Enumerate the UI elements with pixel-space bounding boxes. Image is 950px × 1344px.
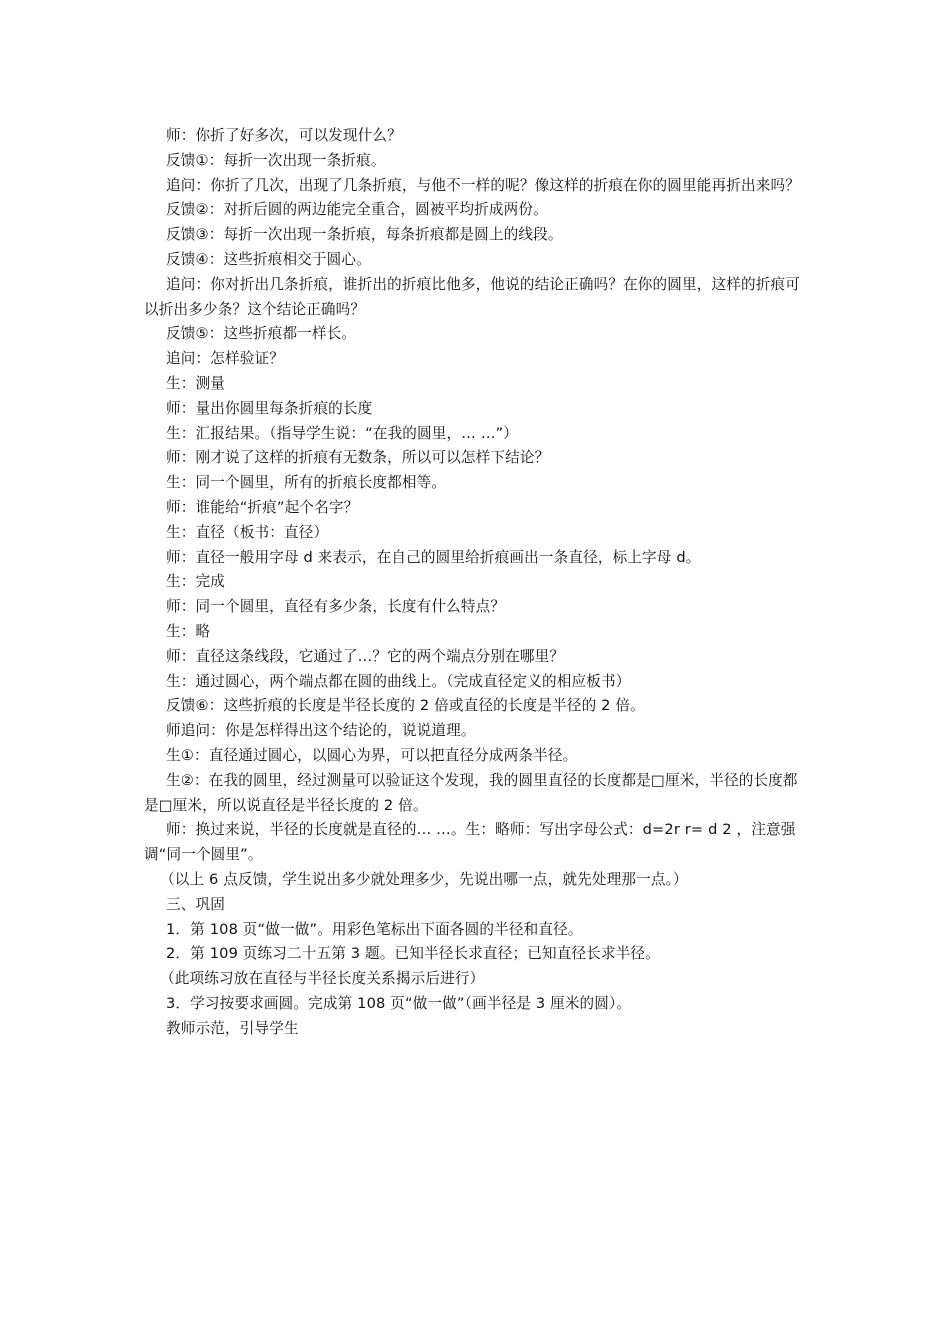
paragraph: 生：测量 bbox=[166, 374, 225, 392]
paragraph: 生：直径（板书：直径） bbox=[166, 523, 329, 541]
paragraph: 师：谁能给“折痕”起个名字？ bbox=[166, 498, 359, 516]
paragraph: 反馈③：每折一次出现一条折痕，每条折痕都是圆上的线段。 bbox=[166, 226, 563, 244]
document-body bbox=[144, 124, 809, 1041]
paragraph: 师：量出你圆里每条折痕的长度 bbox=[166, 399, 373, 417]
paragraph: 生：略 bbox=[166, 622, 211, 640]
paragraph: （以上 6 点反馈，学生说出多少就处理多少，先说出哪一点，就先处理那一点。） bbox=[160, 870, 688, 888]
paragraph: 生：完成 bbox=[166, 573, 225, 591]
exercise-note: （此项练习放在直径与半径长度关系揭示后进行） bbox=[160, 970, 485, 988]
paragraph: 生：通过圆心，两个端点都在圆的曲线上。（完成直径定义的相应板书） bbox=[166, 672, 631, 690]
section-heading: 三、巩固 bbox=[166, 895, 225, 913]
paragraph: 反馈②：对折后圆的两边能完全重合，圆被平均折成两份。 bbox=[166, 201, 548, 219]
paragraph: 师：你折了好多次，可以发现什么？ bbox=[166, 127, 402, 144]
exercise-item: 3．学习按要求画圆。完成第 108 页“做一做”（画半径是 3 厘米的圆）。 bbox=[166, 994, 632, 1012]
paragraph: 追问：你对折出几条折痕，谁折出的折痕比他多，他说的结论正确吗？在你的圆里，这样的折痕可以折出多少条？这个结论正确吗？ bbox=[144, 275, 800, 318]
exercise-item: 2．第 109 页练习二十五第 3 题。已知半径长求直径；已知直径长求半径。 bbox=[166, 945, 660, 963]
paragraph: 师：直径这条线段，它通过了…？它的两个端点分别在哪里？ bbox=[166, 647, 565, 665]
paragraph: 追问：怎样验证？ bbox=[166, 350, 284, 368]
paragraph: 生①：直径通过圆心，以圆心为界，可以把直径分成两条半径。 bbox=[166, 746, 578, 764]
paragraph: 生：同一个圆里，所有的折痕长度都相等。 bbox=[166, 474, 447, 492]
paragraph: 反馈①：每折一次出现一条折痕。 bbox=[166, 151, 386, 169]
paragraph: 师：同一个圆里，直径有多少条，长度有什么特点？ bbox=[166, 598, 506, 616]
paragraph: 反馈⑥：这些折痕的长度是半径长度的 2 倍或直径的长度是半径的 2 倍。 bbox=[166, 697, 645, 715]
paragraph: 教师示范，引导学生 bbox=[166, 1019, 299, 1037]
paragraph: 师：换过来说，半径的长度就是直径的… …。生：略师：写出字母公式：d=2r r= d 2 ，注意强调“同一个圆里”。 bbox=[144, 821, 796, 864]
paragraph: 生：汇报结果。（指导学生说：“在我的圆里，… …”） bbox=[166, 424, 519, 442]
paragraph: 师追问：你是怎样得出这个结论的，说说道理。 bbox=[166, 722, 476, 740]
paragraph: 反馈④：这些折痕相交于圆心。 bbox=[166, 250, 371, 268]
exercise-item: 1．第 108 页“做一做”。用彩色笔标出下面各圆的半径和直径。 bbox=[166, 920, 583, 938]
paragraph: 师：直径一般用字母 d 来表示，在自己的圆里给折痕画出一条直径，标上字母 d。 bbox=[166, 548, 701, 566]
paragraph: 生②：在我的圆里，经过测量可以验证这个发现，我的圆里直径的长度都是□厘米，半径的长度都是□厘米，所以说直径是半径长度的 2 倍。 bbox=[144, 771, 798, 814]
paragraph: 反馈⑤：这些折痕都一样长。 bbox=[166, 325, 357, 343]
paragraph: 师：刚才说了这样的折痕有无数条，所以可以怎样下结论？ bbox=[166, 449, 550, 467]
paragraph: 追问：你折了几次，出现了几条折痕，与他不一样的呢？像这样的折痕在你的圆里能再折出来吗？ bbox=[166, 176, 800, 194]
